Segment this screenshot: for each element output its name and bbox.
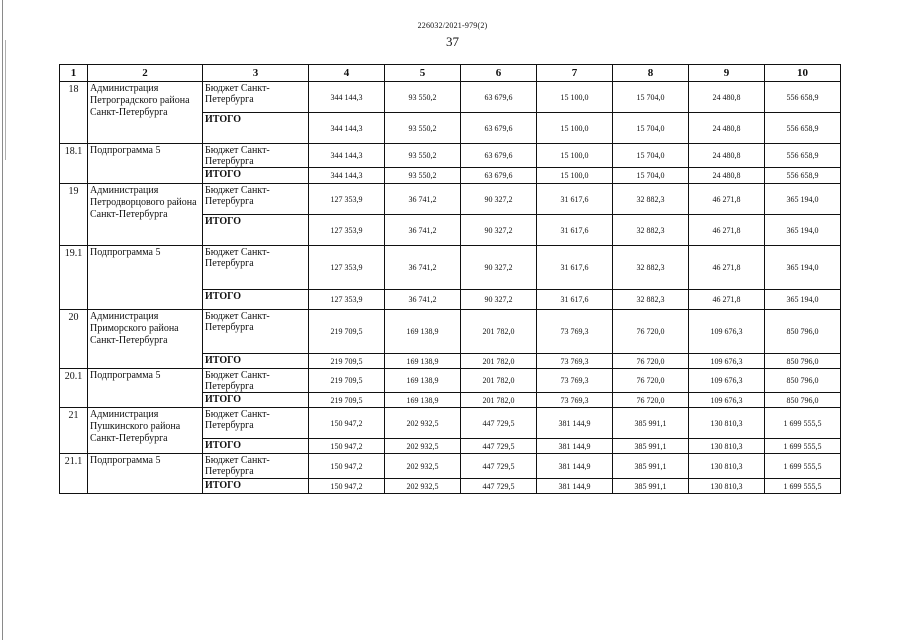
amount-cell: 36 741,2 <box>385 246 461 290</box>
amount-cell: 109 676,3 <box>689 354 765 369</box>
funding-source: ИТОГО <box>203 113 309 144</box>
amount-cell: 150 947,2 <box>309 479 385 494</box>
amount-cell: 76 720,0 <box>613 393 689 408</box>
amount-cell: 201 782,0 <box>461 393 537 408</box>
amount-cell: 169 138,9 <box>385 354 461 369</box>
column-header: 2 <box>88 65 203 82</box>
amount-cell: 447 729,5 <box>461 439 537 454</box>
amount-cell: 202 932,5 <box>385 454 461 479</box>
amount-cell: 150 947,2 <box>309 408 385 439</box>
funding-source: Бюджет Санкт-Петербурга <box>203 408 309 439</box>
amount-cell: 32 882,3 <box>613 215 689 246</box>
program-name: Администрация Пушкинского района Санкт-Петербурга <box>88 408 203 454</box>
amount-cell: 127 353,9 <box>309 290 385 310</box>
table-body <box>60 82 841 494</box>
amount-cell: 385 991,1 <box>613 439 689 454</box>
column-header: 9 <box>689 65 765 82</box>
scan-edge-line <box>2 0 3 640</box>
amount-cell: 73 769,3 <box>537 310 613 354</box>
amount-cell: 24 480,8 <box>689 113 765 144</box>
amount-cell: 127 353,9 <box>309 215 385 246</box>
amount-cell: 1 699 555,5 <box>765 439 841 454</box>
amount-cell: 46 271,8 <box>689 246 765 290</box>
page-number: 37 <box>446 34 459 49</box>
amount-cell: 201 782,0 <box>461 310 537 354</box>
amount-cell: 202 932,5 <box>385 479 461 494</box>
amount-cell: 344 144,3 <box>309 82 385 113</box>
amount-cell: 365 194,0 <box>765 290 841 310</box>
amount-cell: 1 699 555,5 <box>765 454 841 479</box>
amount-cell: 219 709,5 <box>309 310 385 354</box>
amount-cell: 344 144,3 <box>309 144 385 168</box>
amount-cell: 169 138,9 <box>385 369 461 393</box>
amount-cell: 63 679,6 <box>461 82 537 113</box>
amount-cell: 219 709,5 <box>309 369 385 393</box>
amount-cell: 15 100,0 <box>537 82 613 113</box>
amount-cell: 202 932,5 <box>385 408 461 439</box>
amount-cell: 31 617,6 <box>537 184 613 215</box>
amount-cell: 90 327,2 <box>461 184 537 215</box>
column-header: 10 <box>765 65 841 82</box>
amount-cell: 15 100,0 <box>537 113 613 144</box>
amount-cell: 850 796,0 <box>765 369 841 393</box>
header-row <box>60 65 841 82</box>
amount-cell: 32 882,3 <box>613 184 689 215</box>
table-row <box>60 144 841 168</box>
amount-cell: 385 991,1 <box>613 454 689 479</box>
table-row <box>60 408 841 439</box>
amount-cell: 31 617,6 <box>537 246 613 290</box>
amount-cell: 76 720,0 <box>613 310 689 354</box>
column-header: 5 <box>385 65 461 82</box>
funding-source: Бюджет Санкт-Петербурга <box>203 369 309 393</box>
amount-cell: 556 658,9 <box>765 82 841 113</box>
amount-cell: 24 480,8 <box>689 82 765 113</box>
row-number: 18 <box>60 82 88 144</box>
amount-cell: 219 709,5 <box>309 354 385 369</box>
program-name: Подпрограмма 5 <box>88 454 203 494</box>
amount-cell: 73 769,3 <box>537 393 613 408</box>
funding-source: ИТОГО <box>203 393 309 408</box>
program-name: Администрация Петроградского района Санкт-Петербурга <box>88 82 203 144</box>
column-header: 3 <box>203 65 309 82</box>
amount-cell: 385 991,1 <box>613 479 689 494</box>
amount-cell: 556 658,9 <box>765 168 841 184</box>
amount-cell: 73 769,3 <box>537 369 613 393</box>
amount-cell: 36 741,2 <box>385 184 461 215</box>
row-number: 19.1 <box>60 246 88 310</box>
amount-cell: 365 194,0 <box>765 215 841 246</box>
amount-cell: 93 550,2 <box>385 82 461 113</box>
amount-cell: 90 327,2 <box>461 215 537 246</box>
amount-cell: 556 658,9 <box>765 113 841 144</box>
column-header: 1 <box>60 65 88 82</box>
amount-cell: 201 782,0 <box>461 354 537 369</box>
amount-cell: 63 679,6 <box>461 144 537 168</box>
program-name: Администрация Петродворцового района Санкт-Петербурга <box>88 184 203 246</box>
amount-cell: 169 138,9 <box>385 310 461 354</box>
program-name: Администрация Приморского района Санкт-Петербурга <box>88 310 203 369</box>
amount-cell: 219 709,5 <box>309 393 385 408</box>
amount-cell: 63 679,6 <box>461 113 537 144</box>
amount-cell: 385 991,1 <box>613 408 689 439</box>
amount-cell: 15 704,0 <box>613 168 689 184</box>
table-row <box>60 369 841 393</box>
funding-source: ИТОГО <box>203 479 309 494</box>
amount-cell: 447 729,5 <box>461 408 537 439</box>
budget-table <box>59 64 841 494</box>
amount-cell: 31 617,6 <box>537 290 613 310</box>
amount-cell: 32 882,3 <box>613 290 689 310</box>
amount-cell: 109 676,3 <box>689 310 765 354</box>
amount-cell: 93 550,2 <box>385 144 461 168</box>
amount-cell: 15 704,0 <box>613 144 689 168</box>
row-number: 20.1 <box>60 369 88 408</box>
table-row <box>60 82 841 113</box>
amount-cell: 202 932,5 <box>385 439 461 454</box>
amount-cell: 93 550,2 <box>385 168 461 184</box>
amount-cell: 36 741,2 <box>385 290 461 310</box>
amount-cell: 130 810,3 <box>689 408 765 439</box>
funding-source: Бюджет Санкт-Петербурга <box>203 184 309 215</box>
funding-source: ИТОГО <box>203 215 309 246</box>
amount-cell: 46 271,8 <box>689 290 765 310</box>
funding-source: Бюджет Санкт-Петербурга <box>203 246 309 290</box>
amount-cell: 15 100,0 <box>537 144 613 168</box>
amount-cell: 15 100,0 <box>537 168 613 184</box>
amount-cell: 32 882,3 <box>613 246 689 290</box>
amount-cell: 130 810,3 <box>689 454 765 479</box>
funding-source: ИТОГО <box>203 290 309 310</box>
amount-cell: 76 720,0 <box>613 369 689 393</box>
amount-cell: 150 947,2 <box>309 454 385 479</box>
funding-source: ИТОГО <box>203 354 309 369</box>
amount-cell: 130 810,3 <box>689 479 765 494</box>
funding-source: Бюджет Санкт-Петербурга <box>203 310 309 354</box>
row-number: 21 <box>60 408 88 454</box>
row-number: 18.1 <box>60 144 88 184</box>
amount-cell: 850 796,0 <box>765 310 841 354</box>
amount-cell: 90 327,2 <box>461 290 537 310</box>
amount-cell: 109 676,3 <box>689 393 765 408</box>
amount-cell: 1 699 555,5 <box>765 479 841 494</box>
amount-cell: 24 480,8 <box>689 144 765 168</box>
row-number: 20 <box>60 310 88 369</box>
table-row <box>60 184 841 215</box>
amount-cell: 31 617,6 <box>537 215 613 246</box>
funding-source: ИТОГО <box>203 168 309 184</box>
amount-cell: 15 704,0 <box>613 113 689 144</box>
column-header: 4 <box>309 65 385 82</box>
amount-cell: 73 769,3 <box>537 354 613 369</box>
amount-cell: 850 796,0 <box>765 354 841 369</box>
program-name: Подпрограмма 5 <box>88 369 203 408</box>
amount-cell: 127 353,9 <box>309 246 385 290</box>
funding-source: Бюджет Санкт-Петербурга <box>203 454 309 479</box>
amount-cell: 63 679,6 <box>461 168 537 184</box>
amount-cell: 1 699 555,5 <box>765 408 841 439</box>
amount-cell: 381 144,9 <box>537 454 613 479</box>
document-number: 226032/2021-979(2) <box>417 21 488 30</box>
amount-cell: 344 144,3 <box>309 113 385 144</box>
funding-source: Бюджет Санкт-Петербурга <box>203 82 309 113</box>
program-name: Подпрограмма 5 <box>88 246 203 310</box>
amount-cell: 93 550,2 <box>385 113 461 144</box>
amount-cell: 130 810,3 <box>689 439 765 454</box>
funding-source: Бюджет Санкт-Петербурга <box>203 144 309 168</box>
amount-cell: 46 271,8 <box>689 215 765 246</box>
amount-cell: 381 144,9 <box>537 479 613 494</box>
amount-cell: 201 782,0 <box>461 369 537 393</box>
amount-cell: 365 194,0 <box>765 246 841 290</box>
amount-cell: 381 144,9 <box>537 408 613 439</box>
amount-cell: 150 947,2 <box>309 439 385 454</box>
amount-cell: 556 658,9 <box>765 144 841 168</box>
amount-cell: 365 194,0 <box>765 184 841 215</box>
amount-cell: 447 729,5 <box>461 454 537 479</box>
amount-cell: 344 144,3 <box>309 168 385 184</box>
amount-cell: 24 480,8 <box>689 168 765 184</box>
amount-cell: 447 729,5 <box>461 479 537 494</box>
scan-edge-line <box>5 40 6 160</box>
amount-cell: 127 353,9 <box>309 184 385 215</box>
amount-cell: 381 144,9 <box>537 439 613 454</box>
row-number: 21.1 <box>60 454 88 494</box>
amount-cell: 76 720,0 <box>613 354 689 369</box>
amount-cell: 46 271,8 <box>689 184 765 215</box>
amount-cell: 15 704,0 <box>613 82 689 113</box>
table-row <box>60 454 841 479</box>
row-number: 19 <box>60 184 88 246</box>
amount-cell: 90 327,2 <box>461 246 537 290</box>
column-header: 6 <box>461 65 537 82</box>
amount-cell: 850 796,0 <box>765 393 841 408</box>
amount-cell: 36 741,2 <box>385 215 461 246</box>
column-header: 7 <box>537 65 613 82</box>
table-row <box>60 310 841 354</box>
amount-cell: 169 138,9 <box>385 393 461 408</box>
table-row <box>60 246 841 290</box>
program-name: Подпрограмма 5 <box>88 144 203 184</box>
column-header: 8 <box>613 65 689 82</box>
funding-source: ИТОГО <box>203 439 309 454</box>
amount-cell: 109 676,3 <box>689 369 765 393</box>
